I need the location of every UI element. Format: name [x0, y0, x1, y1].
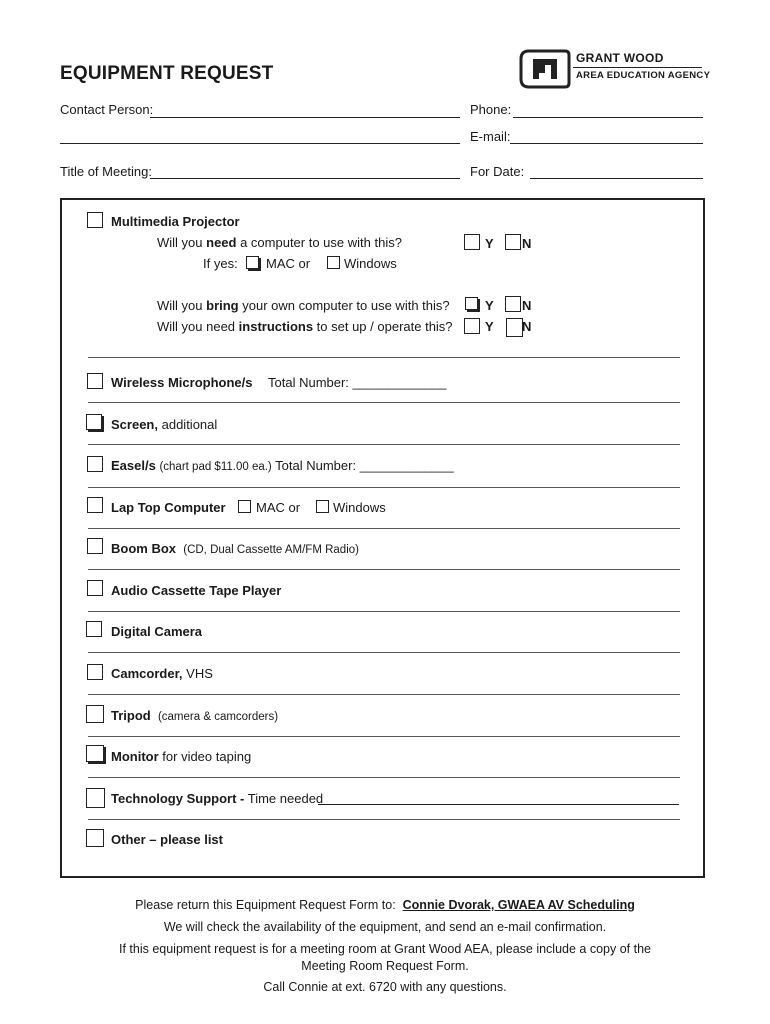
bring-computer-yes-label: Y — [485, 298, 494, 313]
camera-label: Digital Camera — [111, 624, 203, 639]
laptop-mac-checkbox[interactable] — [238, 500, 251, 513]
email-field[interactable] — [510, 143, 703, 144]
section-divider — [88, 736, 680, 737]
wireless-mic-label: Wireless Microphone/s — [111, 375, 253, 390]
laptop-windows-checkbox[interactable] — [316, 500, 329, 513]
tech-support-checkbox[interactable] — [86, 788, 105, 808]
title-of-meeting-field[interactable] — [150, 178, 460, 179]
bring-computer-yes-checkbox[interactable] — [465, 297, 478, 310]
easel-checkbox[interactable] — [87, 456, 103, 472]
monitor-label: Monitor for video taping — [111, 749, 252, 764]
title-of-meeting-label: Title of Meeting: — [60, 164, 153, 179]
need-computer-question: Will you need a computer to use with this? — [157, 235, 402, 250]
windows-label: Windows — [344, 256, 397, 271]
section-divider — [88, 611, 680, 612]
windows-checkbox[interactable] — [327, 256, 340, 269]
time-needed-field[interactable] — [318, 804, 679, 805]
boombox-label: Boom Box (CD, Dual Cassette AM/FM Radio) — [111, 541, 359, 556]
phone-field[interactable] — [513, 117, 703, 118]
section-divider — [88, 487, 680, 488]
easel-label: Easel/s (chart pad $11.00 ea.) Total Number: _____________ — [111, 458, 454, 473]
logo-text-grant-wood: GRANT WOOD — [576, 51, 664, 65]
projector-checkbox[interactable] — [87, 212, 103, 228]
laptop-checkbox[interactable] — [87, 497, 103, 513]
bring-computer-question: Will you bring your own computer to use with this? — [157, 298, 450, 313]
other-checkbox[interactable] — [86, 829, 104, 847]
email-label: E-mail: — [470, 129, 511, 144]
mac-checkbox[interactable] — [246, 256, 259, 269]
boombox-checkbox[interactable] — [87, 538, 103, 554]
laptop-windows-label: Windows — [333, 500, 386, 515]
agency-logo-icon — [519, 49, 571, 89]
screen-checkbox[interactable] — [86, 414, 102, 430]
page-title: EQUIPMENT REQUEST — [60, 63, 274, 84]
availability-note: We will check the availability of the equipment, and send an e-mail confirmation. — [163, 920, 607, 934]
tripod-checkbox[interactable] — [86, 705, 104, 723]
screen-label: Screen, additional — [111, 417, 218, 432]
logo-text-aea: AREA EDUCATION AGENCY — [576, 70, 711, 81]
section-divider — [88, 357, 680, 358]
for-date-field[interactable] — [530, 178, 703, 179]
if-yes-label: If yes: — [203, 256, 238, 271]
need-computer-no-label: N — [522, 236, 532, 251]
need-computer-yes-label: Y — [485, 236, 494, 251]
logo-divider — [573, 67, 702, 68]
contact-person-label: Contact Person: — [60, 102, 154, 117]
camera-checkbox[interactable] — [86, 621, 102, 637]
cassette-label: Audio Cassette Tape Player — [111, 583, 282, 598]
section-divider — [88, 819, 680, 820]
camcorder-checkbox[interactable] — [87, 664, 103, 680]
instructions-yes-label: Y — [485, 319, 494, 334]
mac-or-label: MAC or — [266, 256, 311, 271]
cassette-checkbox[interactable] — [87, 580, 103, 596]
instructions-question: Will you need instructions to set up / operate this? — [157, 319, 453, 334]
section-divider — [88, 402, 680, 403]
section-divider — [88, 694, 680, 695]
contact-person-field[interactable] — [150, 117, 460, 118]
section-divider — [88, 444, 680, 445]
laptop-label: Lap Top Computer — [111, 500, 226, 515]
for-date-label: For Date: — [470, 164, 525, 179]
wireless-mic-total[interactable]: Total Number: _____________ — [268, 375, 447, 390]
meeting-room-note-2: Meeting Room Request Form. — [301, 959, 469, 973]
wireless-mic-checkbox[interactable] — [87, 373, 103, 389]
projector-label: Multimedia Projector — [111, 214, 240, 229]
return-instructions: Please return this Equipment Request Form to: Connie Dvorak, GWAEA AV Scheduling — [135, 898, 635, 912]
tripod-label: Tripod (camera & camcorders) — [111, 708, 279, 723]
camcorder-label: Camcorder, VHS — [111, 666, 213, 681]
monitor-checkbox[interactable] — [86, 745, 104, 762]
bring-computer-no-checkbox[interactable] — [505, 296, 521, 312]
tech-support-label: Technology Support - Time needed — [111, 791, 324, 806]
instructions-no-checkbox[interactable] — [506, 318, 523, 337]
laptop-mac-label: MAC or — [256, 500, 301, 515]
phone-label: Phone: — [470, 102, 512, 117]
section-divider — [88, 652, 680, 653]
meeting-room-note: If this equipment request is for a meeting room at Grant Wood AEA, please include a copy of the — [118, 942, 651, 956]
section-divider — [88, 777, 680, 778]
section-divider — [88, 528, 680, 529]
other-label: Other – please list — [111, 832, 223, 847]
bring-computer-no-label: N — [522, 298, 532, 313]
need-computer-yes-checkbox[interactable] — [464, 234, 480, 250]
contact-person-field-2[interactable] — [60, 143, 460, 144]
instructions-no-label: N — [522, 319, 532, 334]
instructions-yes-checkbox[interactable] — [464, 318, 480, 334]
contact-note: Call Connie at ext. 6720 with any questions. — [263, 980, 507, 994]
section-divider — [88, 569, 680, 570]
need-computer-no-checkbox[interactable] — [505, 234, 521, 250]
